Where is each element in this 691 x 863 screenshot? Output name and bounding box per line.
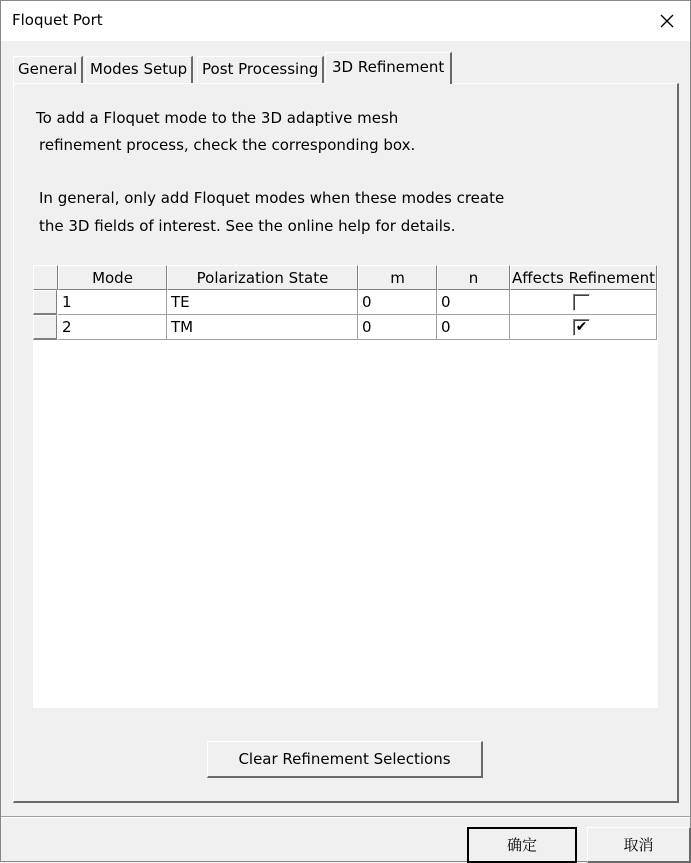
ok-button[interactable]: 确定	[467, 827, 577, 863]
table-row	[33, 290, 657, 315]
affects-refinement-checkbox[interactable]	[573, 294, 590, 311]
cell-n[interactable]: 0	[437, 315, 510, 340]
floquet-modes-grid	[33, 265, 658, 708]
column-header-mode[interactable]: Mode	[58, 265, 167, 290]
grid-header	[33, 265, 657, 290]
column-header-polarization-state[interactable]: Polarization State	[167, 265, 358, 290]
column-header-m[interactable]: m	[358, 265, 437, 290]
column-header-n[interactable]: n	[437, 265, 510, 290]
cell-affects-refinement	[510, 315, 657, 340]
cell-affects-refinement	[510, 290, 657, 315]
cell-mode[interactable]: 1	[58, 290, 167, 315]
cell-mode[interactable]: 2	[58, 315, 167, 340]
description-line-4: the 3D fields of interest. See the online help for details.	[39, 217, 456, 235]
cell-n[interactable]: 0	[437, 290, 510, 315]
window-title: Floquet Port	[12, 11, 103, 29]
close-button[interactable]	[644, 1, 690, 41]
affects-refinement-checkbox[interactable]: ✔	[573, 319, 590, 336]
table-row	[33, 315, 657, 340]
tab-general[interactable]: General	[13, 56, 83, 83]
tab-modes-setup[interactable]: Modes Setup	[85, 56, 193, 83]
tab-post-processing[interactable]: Post Processing	[197, 56, 324, 83]
cancel-button[interactable]: 取消	[587, 827, 691, 863]
cell-polarization[interactable]: TE	[167, 290, 358, 315]
cell-m[interactable]: 0	[358, 315, 437, 340]
cell-m[interactable]: 0	[358, 290, 437, 315]
column-header-affects-refinement[interactable]: Affects Refinement	[510, 265, 657, 290]
clear-refinement-selections-button[interactable]: Clear Refinement Selections	[207, 741, 483, 778]
footer-separator	[1, 816, 690, 818]
cell-polarization[interactable]: TM	[167, 315, 358, 340]
tab-3d-refinement[interactable]: 3D Refinement	[325, 52, 452, 84]
row-header[interactable]	[33, 290, 57, 315]
grid-corner-cell	[33, 265, 58, 290]
description-line-2: refinement process, check the corresponding box.	[39, 136, 416, 154]
description-line-3: In general, only add Floquet modes when these modes create	[39, 189, 505, 207]
title-bar	[1, 1, 690, 41]
close-icon	[660, 14, 674, 28]
row-header[interactable]	[33, 315, 57, 340]
description-line-1: To add a Floquet mode to the 3D adaptive mesh	[36, 109, 399, 127]
